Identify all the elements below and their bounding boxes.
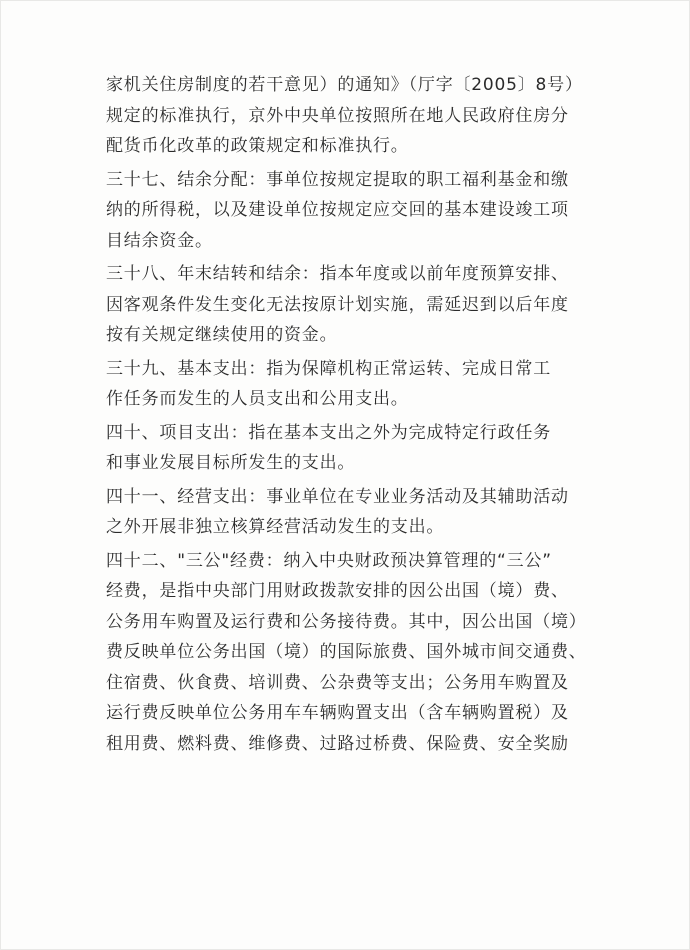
document-body — [106, 70, 587, 759]
text-line: 运行费反映单位公务用车车辆购置支出（含车辆购置税）及 — [106, 703, 569, 723]
text-line: 规定的标准执行，京外中央单位按照所在地人民政府住房分 — [106, 105, 569, 126]
paragraph-38-year-end-carryover — [106, 259, 576, 351]
text-line: 目结余资金。 — [106, 230, 213, 251]
paragraph-42-three-public-expenses — [106, 546, 587, 760]
text-line: 作任务而发生的人员支出和公用支出。 — [106, 389, 409, 409]
paragraph-37-surplus-distribution — [106, 165, 576, 257]
text-line: 经费，是指中央部门用财政拨款安排的因公出国（境）费、 — [106, 581, 569, 601]
paragraph-40-project-expenditure — [106, 418, 576, 479]
text-line: 三十九、基本支出：指为保障机构正常运转、完成日常工 — [106, 358, 551, 379]
paragraph-41-operating-expenditure — [106, 482, 576, 543]
text-line: 租用费、燃料费、维修费、过路过桥费、保险费、安全奖励 — [106, 733, 569, 754]
text-line: 四十二、"三公"经费：纳入中央财政预决算管理的“三公” — [106, 550, 552, 571]
text-line: 四十、项目支出：指在基本支出之外为完成特定行政任务 — [106, 422, 551, 443]
paragraph-housing-standard — [106, 70, 583, 162]
text-line: 公务用车购置及运行费和公务接待费。其中，因公出国（境） — [106, 611, 587, 632]
text-line: 住宿费、伙食费、培训费、公杂费等支出；公务用车购置及 — [106, 672, 569, 693]
text-line: 之外开展非独立核算经营活动发生的支出。 — [106, 517, 445, 537]
text-line: 三十八、年末结转和结余：指本年度或以前年度预算安排、 — [106, 264, 569, 284]
text-line: 因客观条件发生变化无法按原计划实施，需延迟到以后年度 — [106, 294, 569, 315]
paragraph-39-basic-expenditure — [106, 354, 576, 415]
text-line: 四十一、经营支出：事业单位在专业业务活动及其辅助活动 — [106, 486, 569, 507]
text-line: 按有关规定继续使用的资金。 — [106, 325, 338, 345]
text-line: 费反映单位公务出国（境）的国际旅费、国外城市间交通费、 — [106, 642, 587, 662]
text-line: 三十七、结余分配：事单位按规定提取的职工福利基金和缴 — [106, 169, 569, 190]
text-line: 和事业发展目标所发生的支出。 — [106, 453, 356, 473]
text-line: 家机关住房制度的若干意见）的通知》（厅字〔2005〕8号） — [106, 75, 583, 95]
text-line: 纳的所得税，以及建设单位按规定应交回的基本建设竣工项 — [106, 200, 569, 220]
text-line: 配货币化改革的政策规定和标准执行。 — [106, 136, 409, 156]
